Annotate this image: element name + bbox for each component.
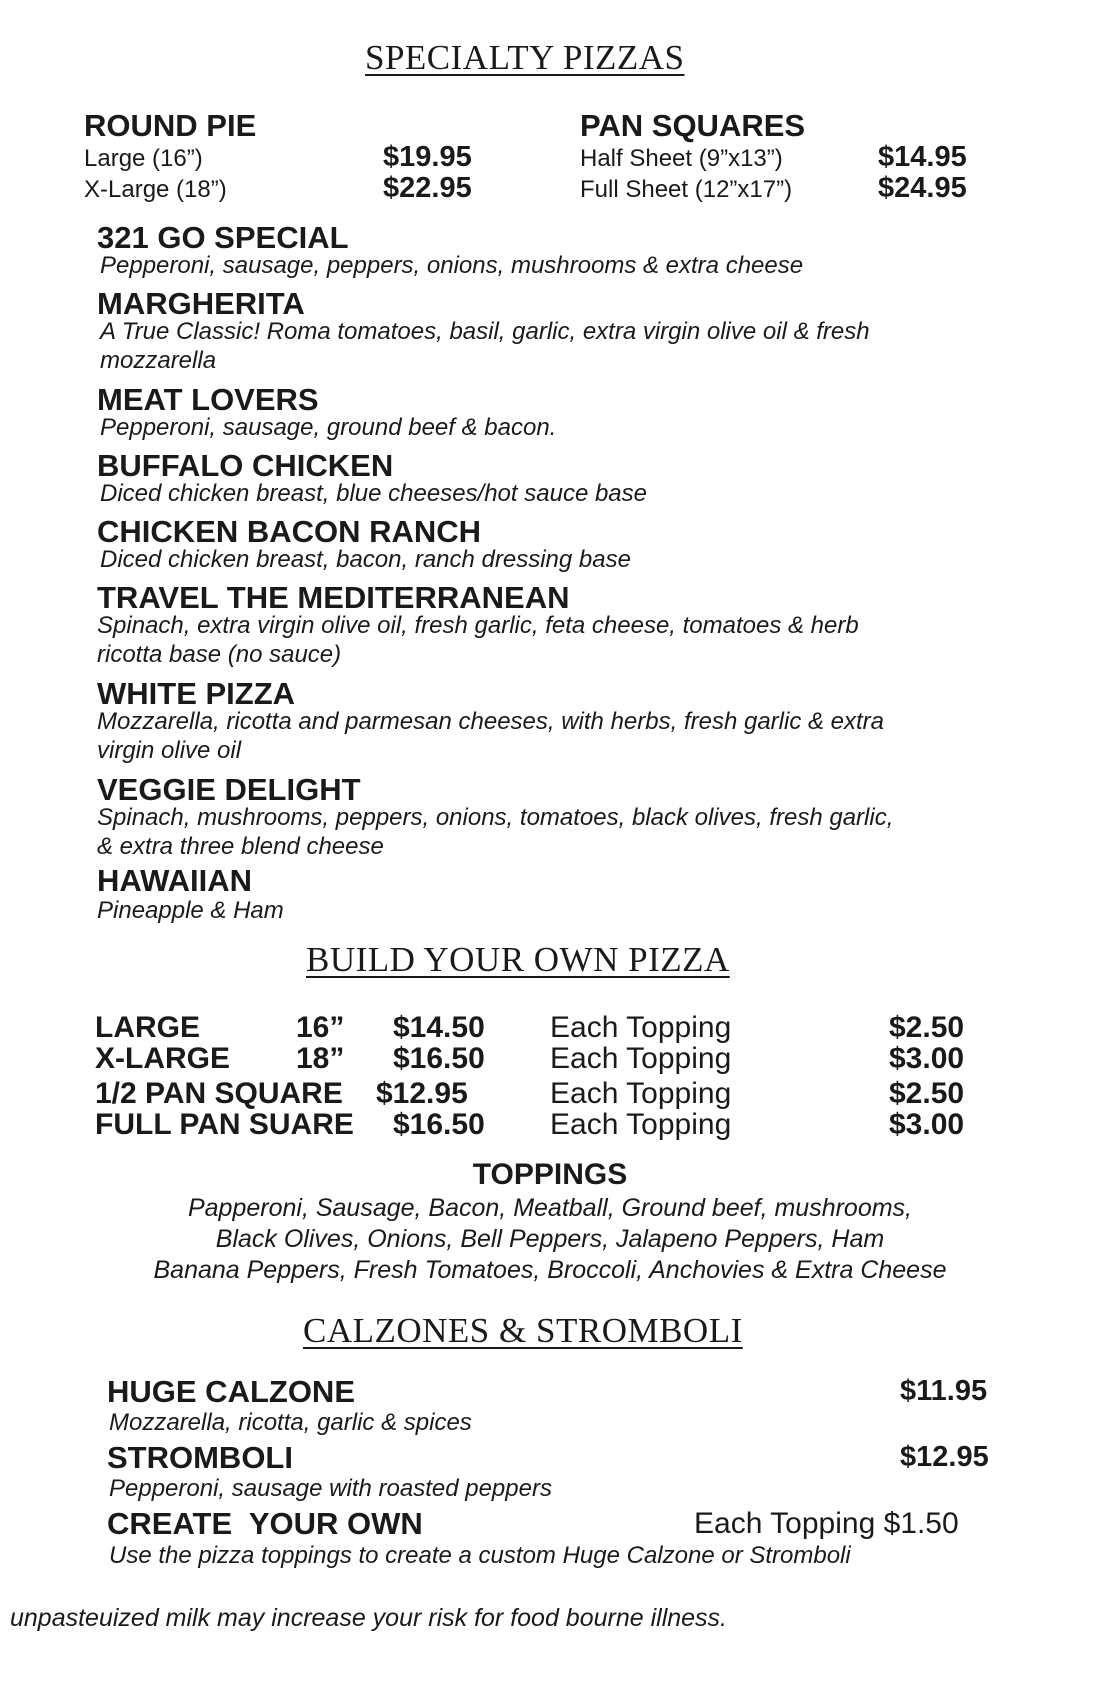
pizza-name: VEGGIE DELIGHT xyxy=(97,772,361,807)
pan-squares-heading: PAN SQUARES xyxy=(580,108,806,143)
pizza-description: Diced chicken breast, blue cheeses/hot sauce base xyxy=(100,480,647,507)
calzone-description: Use the pizza toppings to create a custom Huge Calzone or Stromboli xyxy=(109,1542,851,1569)
byo-topping-price: $3.00 xyxy=(889,1042,965,1075)
byo-size-name: 1/2 PAN SQUARE xyxy=(95,1077,343,1110)
build-your-own-title: BUILD YOUR OWN PIZZA xyxy=(306,940,730,979)
pizza-description: Diced chicken breast, bacon, ranch dressing base xyxy=(100,546,631,573)
calzone-description: Mozzarella, ricotta, garlic & spices xyxy=(109,1409,472,1436)
round-pie-price: $22.95 xyxy=(383,172,472,204)
pizza-description: A True Classic! Roma tomatoes, basil, garlic, extra virgin olive oil & fresh mozzarella xyxy=(100,318,870,374)
pan-squares-size-label: Half Sheet (9”x13”) xyxy=(580,145,783,172)
calzones-stromboli-title: CALZONES & STROMBOLI xyxy=(303,1311,743,1350)
calzone-name: CREATE YOUR OWN xyxy=(107,1506,423,1541)
toppings-line: Papperoni, Sausage, Bacon, Meatball, Ground beef, mushrooms, xyxy=(187,1194,913,1222)
byo-size-name: FULL PAN SUARE xyxy=(95,1108,354,1141)
pan-squares-price: $24.95 xyxy=(878,172,967,204)
toppings-line: Black Olives, Onions, Bell Peppers, Jalapeno Peppers, Ham xyxy=(215,1225,885,1253)
pizza-name: 321 GO SPECIAL xyxy=(97,220,349,255)
toppings-heading: TOPPINGS xyxy=(472,1158,628,1191)
byo-topping-price: $2.50 xyxy=(889,1077,965,1110)
pizza-name: MEAT LOVERS xyxy=(97,382,319,417)
byo-topping-label: Each Topping xyxy=(550,1077,732,1110)
pizza-name: CHICKEN BACON RANCH xyxy=(97,514,482,549)
food-safety-warning: unpasteuized milk may increase your risk for food bourne illness. xyxy=(10,1604,728,1632)
calzone-description: Pepperoni, sausage with roasted peppers xyxy=(109,1475,552,1502)
byo-topping-label: Each Topping xyxy=(550,1042,732,1075)
calzone-price: $11.95 xyxy=(900,1375,988,1407)
specialty-pizzas-title: SPECIALTY PIZZAS xyxy=(365,38,685,77)
pizza-name: WHITE PIZZA xyxy=(97,676,296,711)
pizza-description: Pepperoni, sausage, peppers, onions, mushrooms & extra cheese xyxy=(100,252,804,279)
pizza-name: MARGHERITA xyxy=(97,286,305,321)
toppings-line: Banana Peppers, Fresh Tomatoes, Broccoli, Anchovies & Extra Cheese xyxy=(153,1256,947,1284)
pizza-name: BUFFALO CHICKEN xyxy=(97,448,394,483)
byo-size-inches: 16” xyxy=(296,1011,345,1044)
round-pie-heading: ROUND PIE xyxy=(84,108,257,143)
byo-topping-label: Each Topping xyxy=(550,1011,732,1044)
byo-size-name: LARGE xyxy=(95,1011,200,1044)
byo-topping-price: $2.50 xyxy=(889,1011,965,1044)
pizza-name: HAWAIIAN xyxy=(97,863,252,898)
calzone-price: $12.95 xyxy=(900,1441,989,1473)
round-pie-size-label: Large (16”) xyxy=(84,145,203,172)
pan-squares-price: $14.95 xyxy=(878,141,967,173)
calzone-name: HUGE CALZONE xyxy=(107,1374,355,1409)
byo-topping-label: Each Topping xyxy=(550,1108,732,1141)
calzone-topping-price: Each Topping $1.50 xyxy=(694,1507,959,1540)
byo-base-price: $16.50 xyxy=(393,1108,485,1141)
pizza-description: Spinach, extra virgin olive oil, fresh garlic, feta cheese, tomatoes & herb ricotta base (no sauce) xyxy=(97,612,859,668)
pizza-name: TRAVEL THE MEDITERRANEAN xyxy=(97,580,570,615)
pizza-description: Pepperoni, sausage, ground beef & bacon. xyxy=(100,414,557,441)
toppings-list xyxy=(0,1193,1100,1286)
pan-squares-size-label: Full Sheet (12”x17”) xyxy=(580,176,793,203)
byo-topping-price: $3.00 xyxy=(889,1108,965,1141)
byo-base-price: $14.50 xyxy=(393,1011,485,1044)
calzone-name: STROMBOLI xyxy=(107,1440,293,1475)
pizza-description: Pineapple & Ham xyxy=(97,897,284,924)
byo-base-price: $12.95 xyxy=(376,1077,468,1110)
pizza-description: Spinach, mushrooms, peppers, onions, tomatoes, black olives, fresh garlic, & extra three blend cheese xyxy=(97,804,894,860)
pizza-description: Mozzarella, ricotta and parmesan cheeses, with herbs, fresh garlic & extra virgin olive oil xyxy=(97,708,885,764)
byo-size-name: X-LARGE xyxy=(95,1042,230,1075)
byo-base-price: $16.50 xyxy=(393,1042,485,1075)
byo-size-inches: 18” xyxy=(296,1042,345,1075)
round-pie-size-label: X-Large (18”) xyxy=(84,176,227,203)
round-pie-price: $19.95 xyxy=(383,141,472,173)
